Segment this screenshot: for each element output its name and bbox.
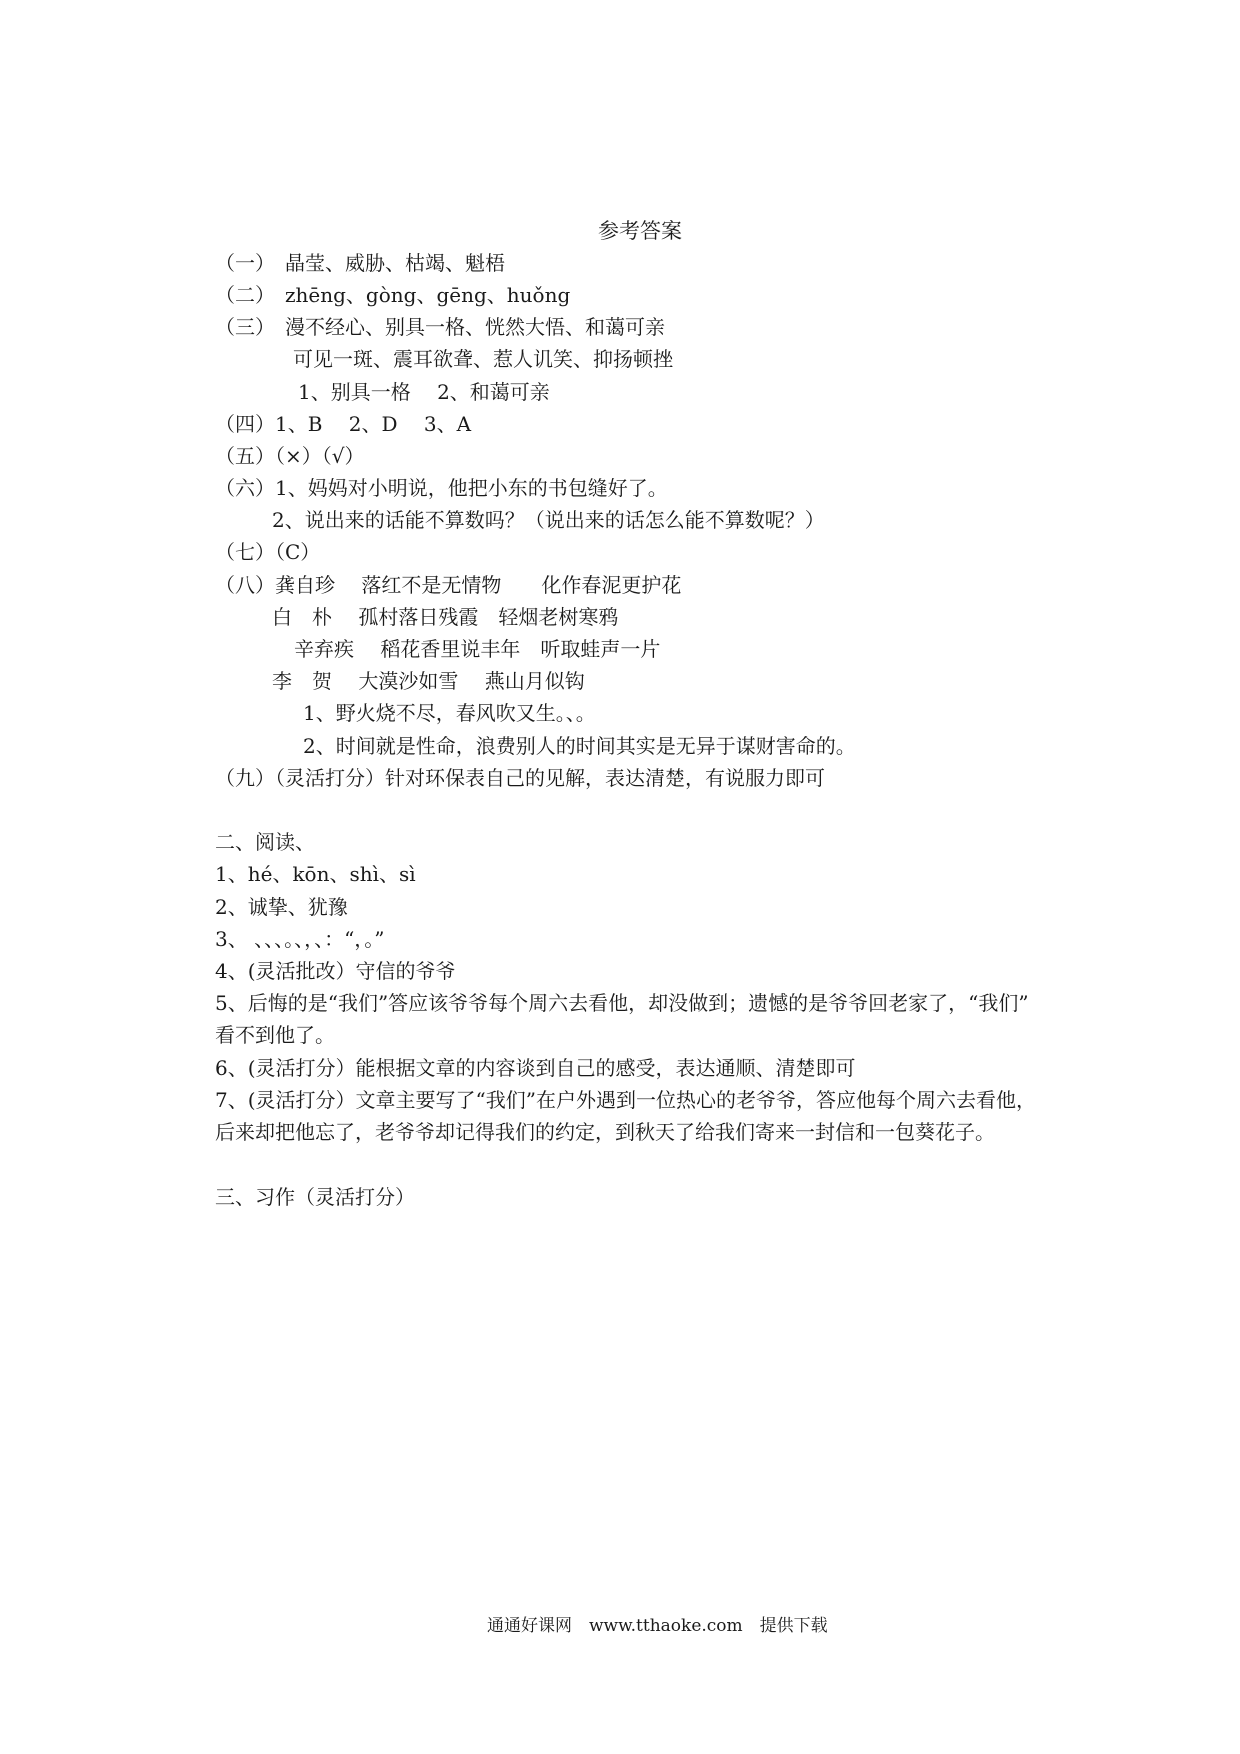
answer-3-line-3: 1、别具一格 2、和蔼可亲 <box>298 380 550 404</box>
section-writing-heading: 三、习作（灵活打分） <box>215 1185 415 1209</box>
answer-8-line-4: 李 贺 大漠沙如雪 燕山月似钩 <box>272 669 585 693</box>
answer-8-line-2: 白 朴 孤村落日残霞 轻烟老树寒鸦 <box>272 605 619 629</box>
answer-2: （二） zhēng、gòng、gēng、huǒng <box>215 283 571 307</box>
footer-credit: 通通好课网 www.tthaoke.com 提供下载 <box>487 1616 828 1636</box>
reading-answer-2: 2、诚挚、犹豫 <box>215 895 348 919</box>
page-title: 参考答案 <box>598 219 682 243</box>
answer-8-line-5: 1、野火烧不尽，春风吹又生。、。 <box>303 701 596 725</box>
reading-answer-5-line-2: 看不到他了。 <box>215 1023 335 1047</box>
reading-answer-6: 6、(灵活打分）能根据文章的内容谈到自己的感受，表达通顺、清楚即可 <box>215 1056 856 1080</box>
answer-5: （五）（×）（√） <box>215 444 365 468</box>
reading-answer-1: 1、hé、kōn、shì、sì <box>215 862 416 886</box>
answer-1: （一） 晶莹、威胁、枯竭、魁梧 <box>215 251 505 275</box>
reading-answer-3: 3、 、、、。、，、：“，。” <box>215 927 385 951</box>
reading-answer-7-line-1: 7、(灵活打分）文章主要写了“我们”在户外遇到一位热心的老爷爷，答应他每个周六去看他， <box>215 1088 1036 1112</box>
answer-8-line-1: （八）龚自珍 落红不是无情物 化作春泥更护花 <box>215 573 682 597</box>
reading-answer-4: 4、(灵活批改）守信的爷爷 <box>215 959 456 983</box>
answer-8-line-3: 辛弃疾 稻花香里说丰年 听取蛙声一片 <box>294 637 661 661</box>
answer-8-line-6: 2、时间就是性命，浪费别人的时间其实是无异于谋财害命的。 <box>303 734 856 758</box>
reading-answer-7-line-2: 后来却把他忘了，老爷爷却记得我们的约定，到秋天了给我们寄来一封信和一包葵花子。 <box>215 1120 995 1144</box>
answer-3-line-2: 可见一斑、震耳欲聋、惹人讥笑、抑扬顿挫 <box>293 347 673 371</box>
answer-6-line-1: （六）1、妈妈对小明说，他把小东的书包缝好了。 <box>215 476 668 500</box>
answer-7: （七）（C） <box>215 540 321 564</box>
reading-answer-5-line-1: 5、后悔的是“我们”答应该爷爷每个周六去看他，却没做到；遗憾的是爷爷回老家了，“我们” <box>215 991 1029 1015</box>
answer-9: （九）（灵活打分）针对环保表自己的见解，表达清楚，有说服力即可 <box>215 766 825 790</box>
answer-6-line-2: 2、说出来的话能不算数吗？（说出来的话怎么能不算数呢？） <box>272 508 825 532</box>
answer-3-line-1: （三） 漫不经心、别具一格、恍然大悟、和蔼可亲 <box>215 315 665 339</box>
section-reading-heading: 二、阅读、 <box>215 830 315 854</box>
answer-4: （四）1、B 2、D 3、A <box>215 412 472 436</box>
